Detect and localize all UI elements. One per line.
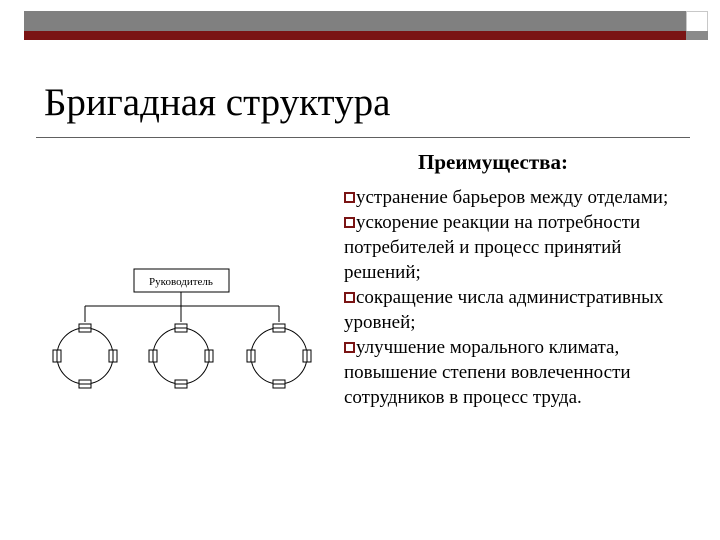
advantage-text: сокращение числа административных уровней; <box>344 287 664 333</box>
square-bullet-icon <box>344 292 355 303</box>
advantage-text: устранение барьеров между отделами; <box>356 187 669 208</box>
square-bullet-icon <box>344 192 355 203</box>
team-circle <box>251 328 307 384</box>
square-bullet-icon <box>344 217 355 228</box>
advantage-text: улучшение морального климата, повышение степени вовлеченности сотрудников в процесс труда. <box>344 337 631 408</box>
advantages-list <box>344 185 689 410</box>
team-ring <box>53 306 117 388</box>
leader-label: Руководитель <box>149 276 213 288</box>
square-bullet-icon <box>344 342 355 353</box>
team-circle <box>153 328 209 384</box>
top-decor-square-bottom <box>686 31 708 40</box>
advantage-item <box>344 335 689 410</box>
team-circle <box>57 328 113 384</box>
team-structure-diagram <box>0 0 340 420</box>
team-ring <box>149 306 213 388</box>
top-decor-square <box>686 11 708 33</box>
advantage-text: ускорение реакции на потребности потребителей и процесс принятий решений; <box>344 212 641 283</box>
slide-title: Бригадная структура <box>44 81 391 124</box>
advantage-item <box>344 210 689 285</box>
advantages-heading: Преимущества: <box>418 150 569 174</box>
advantage-item <box>344 185 689 210</box>
team-ring <box>247 306 311 388</box>
advantage-item <box>344 285 689 335</box>
